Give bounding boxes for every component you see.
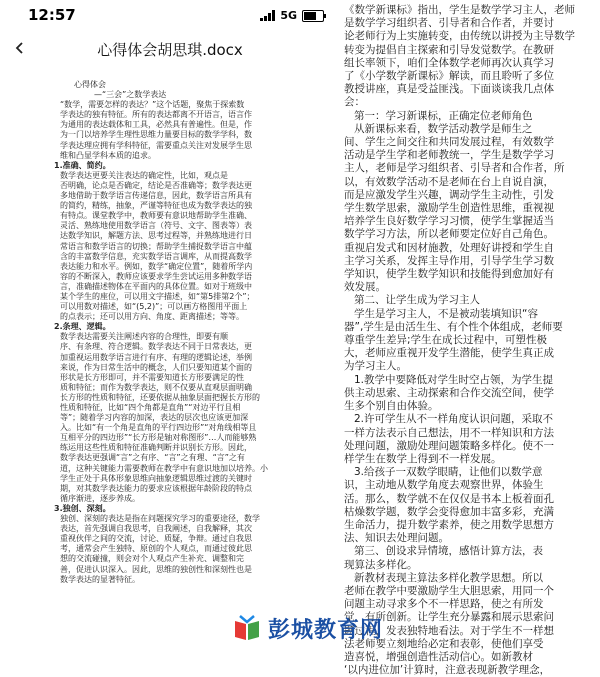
document-text-column bbox=[344, 4, 598, 677]
preview-line: 1.准确、简约。 bbox=[54, 160, 111, 170]
document-line: 活动是学生学和老师教统一，学生是数学学习 bbox=[344, 149, 554, 162]
preview-line: 考，通常会产生独特、原创的个人观点，而通过彼此思 bbox=[60, 544, 252, 554]
document-title: 心得体会胡思琪.docx bbox=[97, 41, 243, 59]
preview-line: 表达能力和水平。例如，数学“确定位置”，随着所学内 bbox=[60, 261, 253, 271]
status-icons bbox=[260, 9, 324, 22]
document-line: 第二、让学生成为学习主人 bbox=[354, 294, 480, 307]
document-line: 样学生在数学上得到不一样发展。 bbox=[344, 452, 502, 465]
document-line: 论老师行为上实施转变，由传统以讲授为主导数学 bbox=[344, 30, 575, 43]
document-line: 效发展。 bbox=[344, 281, 386, 294]
preview-line: —“三会”之数学表达 bbox=[94, 90, 167, 100]
document-line: 供主动思索、主动探索和合作交流空间，使学 bbox=[344, 386, 554, 399]
document-line: 2.许可学生从不一样角度认识问题，采取不 bbox=[354, 413, 554, 426]
preview-line: 为通用的表达载体和工具，必然具有普遍性。但是，作 bbox=[60, 120, 252, 130]
document-line: 了《小学数学新课标》解读，而且聆听了多位 bbox=[344, 70, 554, 83]
document-line: 培养学生良好数学学习习惯，使学生掌握适当 bbox=[344, 215, 554, 228]
preview-line: 的简约，精练，抽象，严谨等特征也成为数学表达的独 bbox=[60, 201, 252, 211]
watermark bbox=[232, 608, 383, 648]
preview-line: 数学表达更要关注表达的确定性，比如，观点是 bbox=[60, 170, 228, 180]
document-line: 器”,学生是由活生生、有个性个体组成，老师要 bbox=[344, 320, 563, 333]
preview-line: 练运用这些性质和特征准确判断并识别长方形。因此， bbox=[60, 443, 252, 453]
document-line: 3.给孩子一双数学眼睛，让他们以数学意 bbox=[354, 466, 543, 479]
document-line: 造喜悦，增强创造性活动信心。如新教材 bbox=[344, 650, 533, 663]
preview-line: 的点表示；还可以用方向、角度、距离描述；等等。 bbox=[60, 312, 244, 322]
preview-line: 长方形的性质和特征，还要依据从抽象层面把握长方形的 bbox=[60, 392, 260, 402]
preview-line: 含的丰富数学信息，充实数学语言调库，从而提高数学 bbox=[60, 251, 252, 261]
document-line: 数学学习方法，所以老师要定位好自己角色。 bbox=[344, 228, 554, 241]
preview-line: 善，促进认识深入。因此，思维的独创性和深刻性也是 bbox=[60, 564, 252, 574]
preview-line: 心得体会 bbox=[74, 80, 106, 89]
document-line: 现算法多样化。 bbox=[344, 558, 418, 571]
document-preview-page[interactable] bbox=[54, 80, 294, 620]
preview-line: “数学，需要怎样的表达？”这个话题，聚焦于探索数 bbox=[60, 100, 245, 110]
document-line: 觉，有所创新。让学生充分暴露和展示思索问 bbox=[344, 611, 554, 624]
preview-line: 学表达理应拥有学科特征，需要重点关注对发展学生思 bbox=[60, 140, 252, 150]
preview-line: 某个学生的座位，可以用文字描述，如“第5排第2个”； bbox=[60, 291, 255, 301]
document-line: 处理问题，激励处理问题策略多样化。使不一 bbox=[344, 439, 554, 452]
preview-line: 来说，作为日常生活中的概念，人们只要知道某个面的 bbox=[60, 362, 252, 372]
document-line: 转变为提倡自主探索和引导发觉数学。在教研 bbox=[344, 43, 554, 56]
document-line: 识，主动地从数学角度去观察世界，体验生 bbox=[344, 479, 544, 492]
preview-line: 数学表达的显著特征。 bbox=[60, 574, 140, 584]
preview-line: 达数学知识，解题方法、思考过程等，并熟练地进行日 bbox=[60, 231, 252, 241]
book-logo-icon bbox=[232, 613, 262, 643]
document-line: 学生数学思索，激励学生创造性思维，重视视 bbox=[344, 202, 554, 215]
nav-bar bbox=[0, 32, 340, 66]
document-line: 大，老师应重视开发学生潜能，使学生真正成 bbox=[344, 347, 554, 360]
document-line: 组长率领下，咱们全体数学老师再次认真学习 bbox=[344, 56, 554, 69]
status-time: 12:57 bbox=[28, 6, 76, 24]
preview-line: 道，这种关键能力需要教师在教学中有意识地加以培养。小 bbox=[60, 463, 268, 473]
document-line: 会： bbox=[344, 96, 365, 109]
preview-line: 重视伙伴之间的交流，讨论、质疑，争辩。通过自我思 bbox=[60, 534, 252, 544]
document-line: 以，有效数学活动不是老师在台上自说自演， bbox=[344, 175, 554, 188]
preview-line: 数学表达需要关注阐述内容的合理性，即要有顺 bbox=[60, 332, 228, 342]
preview-line: 为一门以培养学生理性思维力量要目标的数学学科，数 bbox=[60, 130, 252, 140]
document-line: 为学习主人。 bbox=[344, 360, 407, 373]
preview-line: 循序渐进，逐步养成。 bbox=[60, 493, 140, 503]
document-line: 教授讲座，真是受益匪浅。下面谈谈我几点体 bbox=[344, 83, 554, 96]
document-line: 生多个别自由体验。 bbox=[344, 400, 439, 413]
document-line: 是数学学习组织者、引导者和合作者，并要讨 bbox=[344, 17, 554, 30]
document-line: 学知识，使学生数学知识和技能得到愈加好有 bbox=[344, 268, 554, 281]
preview-line: 有特点。课堂教学中，教师要有意识地帮助学生准确、 bbox=[60, 211, 252, 221]
status-bar bbox=[0, 0, 340, 30]
document-line: 问题主动寻求多个不一样思路，使之有所发 bbox=[344, 598, 544, 611]
document-line: 而是应激发学生兴趣，调动学生主动性，引发 bbox=[344, 188, 554, 201]
preview-line: 期，对其数学表达能力的要求应该根据年龄阶段的特点 bbox=[60, 483, 252, 493]
document-line: 第一：学习新课标，正确定位老师角色 bbox=[354, 109, 533, 122]
preview-line: 2.条理、逻辑。 bbox=[54, 322, 111, 332]
battery-level bbox=[304, 12, 316, 20]
document-line: 尊重学生差异;学生在成长过程中，可塑性极 bbox=[344, 334, 548, 347]
preview-line: 序、有条理、符合逻辑。数学表达不同于日常表达，更 bbox=[60, 342, 252, 352]
document-line: 生命活力，提升数学素养，使之用数学思想方 bbox=[344, 518, 554, 531]
preview-line: 质和特征；而作为数学表达，则不仅要从直观层面明确 bbox=[60, 382, 252, 392]
document-line: 第三、创设求异情境，感悟计算方法，表 bbox=[354, 545, 543, 558]
document-line: ‘以内进位加’计算时，注意表现新教学理念， bbox=[344, 664, 551, 677]
preview-line: 想的交流碰撞，则会对个人观点产生补充、调整和完 bbox=[60, 554, 244, 564]
document-line: 法、知识去处理问题。 bbox=[344, 532, 449, 545]
battery-icon bbox=[302, 10, 324, 22]
signal-icon bbox=[260, 10, 275, 21]
watermark-brand: 彭城教育网 bbox=[268, 617, 384, 643]
preview-line: 3.独创、深刻。 bbox=[54, 503, 111, 513]
preview-line: 加重视运用数学语言进行有序、有理的逻辑论述，举例 bbox=[60, 352, 252, 362]
preview-line: 容的不断深入，教师应该要求学生尝试运用多种数学语 bbox=[60, 271, 252, 281]
document-line: 新教材表现主算法多样化教学思想。所以 bbox=[354, 571, 543, 584]
document-line: 活。那么，数学就不在仅仅是书本上板着面孔 bbox=[344, 492, 554, 505]
preview-line: 维和凸显学科本质的追求。 bbox=[60, 150, 156, 160]
network-type: 5G bbox=[280, 9, 297, 22]
preview-line: 数学表达更强调“言”之有序、“言”之有理、“言”之有 bbox=[60, 453, 245, 463]
document-line: 学生是学习主人，不是被动装填知识“容 bbox=[354, 307, 538, 320]
preview-line: 否明确，论点是否确定，结论是否准确等；数学表达更 bbox=[60, 180, 252, 190]
preview-line: 入。比如“有一个角是直角的平行四边形”“对角线相等且 bbox=[60, 423, 257, 433]
document-line: 法老师要立刻地给必定和表彰，使他们享受 bbox=[344, 637, 544, 650]
preview-line: 言，准确描述物体在平面内的具体位置。如对于班级中 bbox=[60, 281, 252, 291]
preview-line: 等”；随着学习内容的加深，表达的层次也应该更加深 bbox=[60, 413, 249, 423]
preview-line: 表达，首先强调自我思考，自我阐述，自我解释，其次 bbox=[60, 524, 252, 534]
document-line: 枯燥数学题，数学会变得愈加丰富多彩，充满 bbox=[344, 505, 554, 518]
preview-line: 多地借助于数学语言传递信息，因此，数学语言所具有 bbox=[60, 191, 252, 201]
preview-line: 灵活、熟练地使用数学语言（符号、文字、图表等）表 bbox=[60, 221, 252, 231]
preview-line: 学表达的独有特征。所有的表达都离不开语言，语言作 bbox=[60, 110, 252, 120]
document-line: 《数学新课标》指出，学生是数学学习主人，老师 bbox=[344, 4, 575, 16]
preview-line: 形状是长方形即可，并不需要知道长方形要满足的性 bbox=[60, 372, 244, 382]
preview-line: 常语言和数学语言的切换；帮助学生捕捉数学语言中蕴 bbox=[60, 241, 252, 251]
preview-line: 独创、深刻的表达是指在问题探究学习的重要途径，数学 bbox=[60, 514, 260, 524]
document-line: 重视启发式和因材施教，处理好讲授和学生自 bbox=[344, 241, 554, 254]
document-line: 主人，老师是学习组织者、引导者和合作者，所 bbox=[344, 162, 565, 175]
document-line: 题过程，发表独特地看法。对于学生不一样想 bbox=[344, 624, 554, 637]
preview-line: 互相平分的四边形”“长方形是轴对称图形”…人而能够熟 bbox=[60, 433, 257, 443]
document-line: 1.教学中要降低对学生时空占领，为学生提 bbox=[354, 373, 554, 386]
document-line: 老师在教学中要激励学生大胆思索，用同一个 bbox=[344, 584, 554, 597]
document-line: 间、学生之间交往和共同发展过程，有效数学 bbox=[344, 136, 554, 149]
document-line: 主学习关系，发挥主导作用，引导学生学习数 bbox=[344, 254, 554, 267]
preview-line: 性质和特征，比如“四个角都是直角”“对边平行且相 bbox=[60, 403, 241, 412]
preview-line: 学生正处于具体形象思维向抽象逻辑思维过渡的关键时 bbox=[60, 473, 252, 483]
document-line: 从新课标来看，数学活动教学是师生之 bbox=[354, 122, 533, 135]
document-line: 一样方法表示自己想法，用不一样知识和方法 bbox=[344, 426, 554, 439]
preview-line: 可以用数对描述，如“(5,2)”；可以画方格图用平面上 bbox=[60, 302, 248, 312]
